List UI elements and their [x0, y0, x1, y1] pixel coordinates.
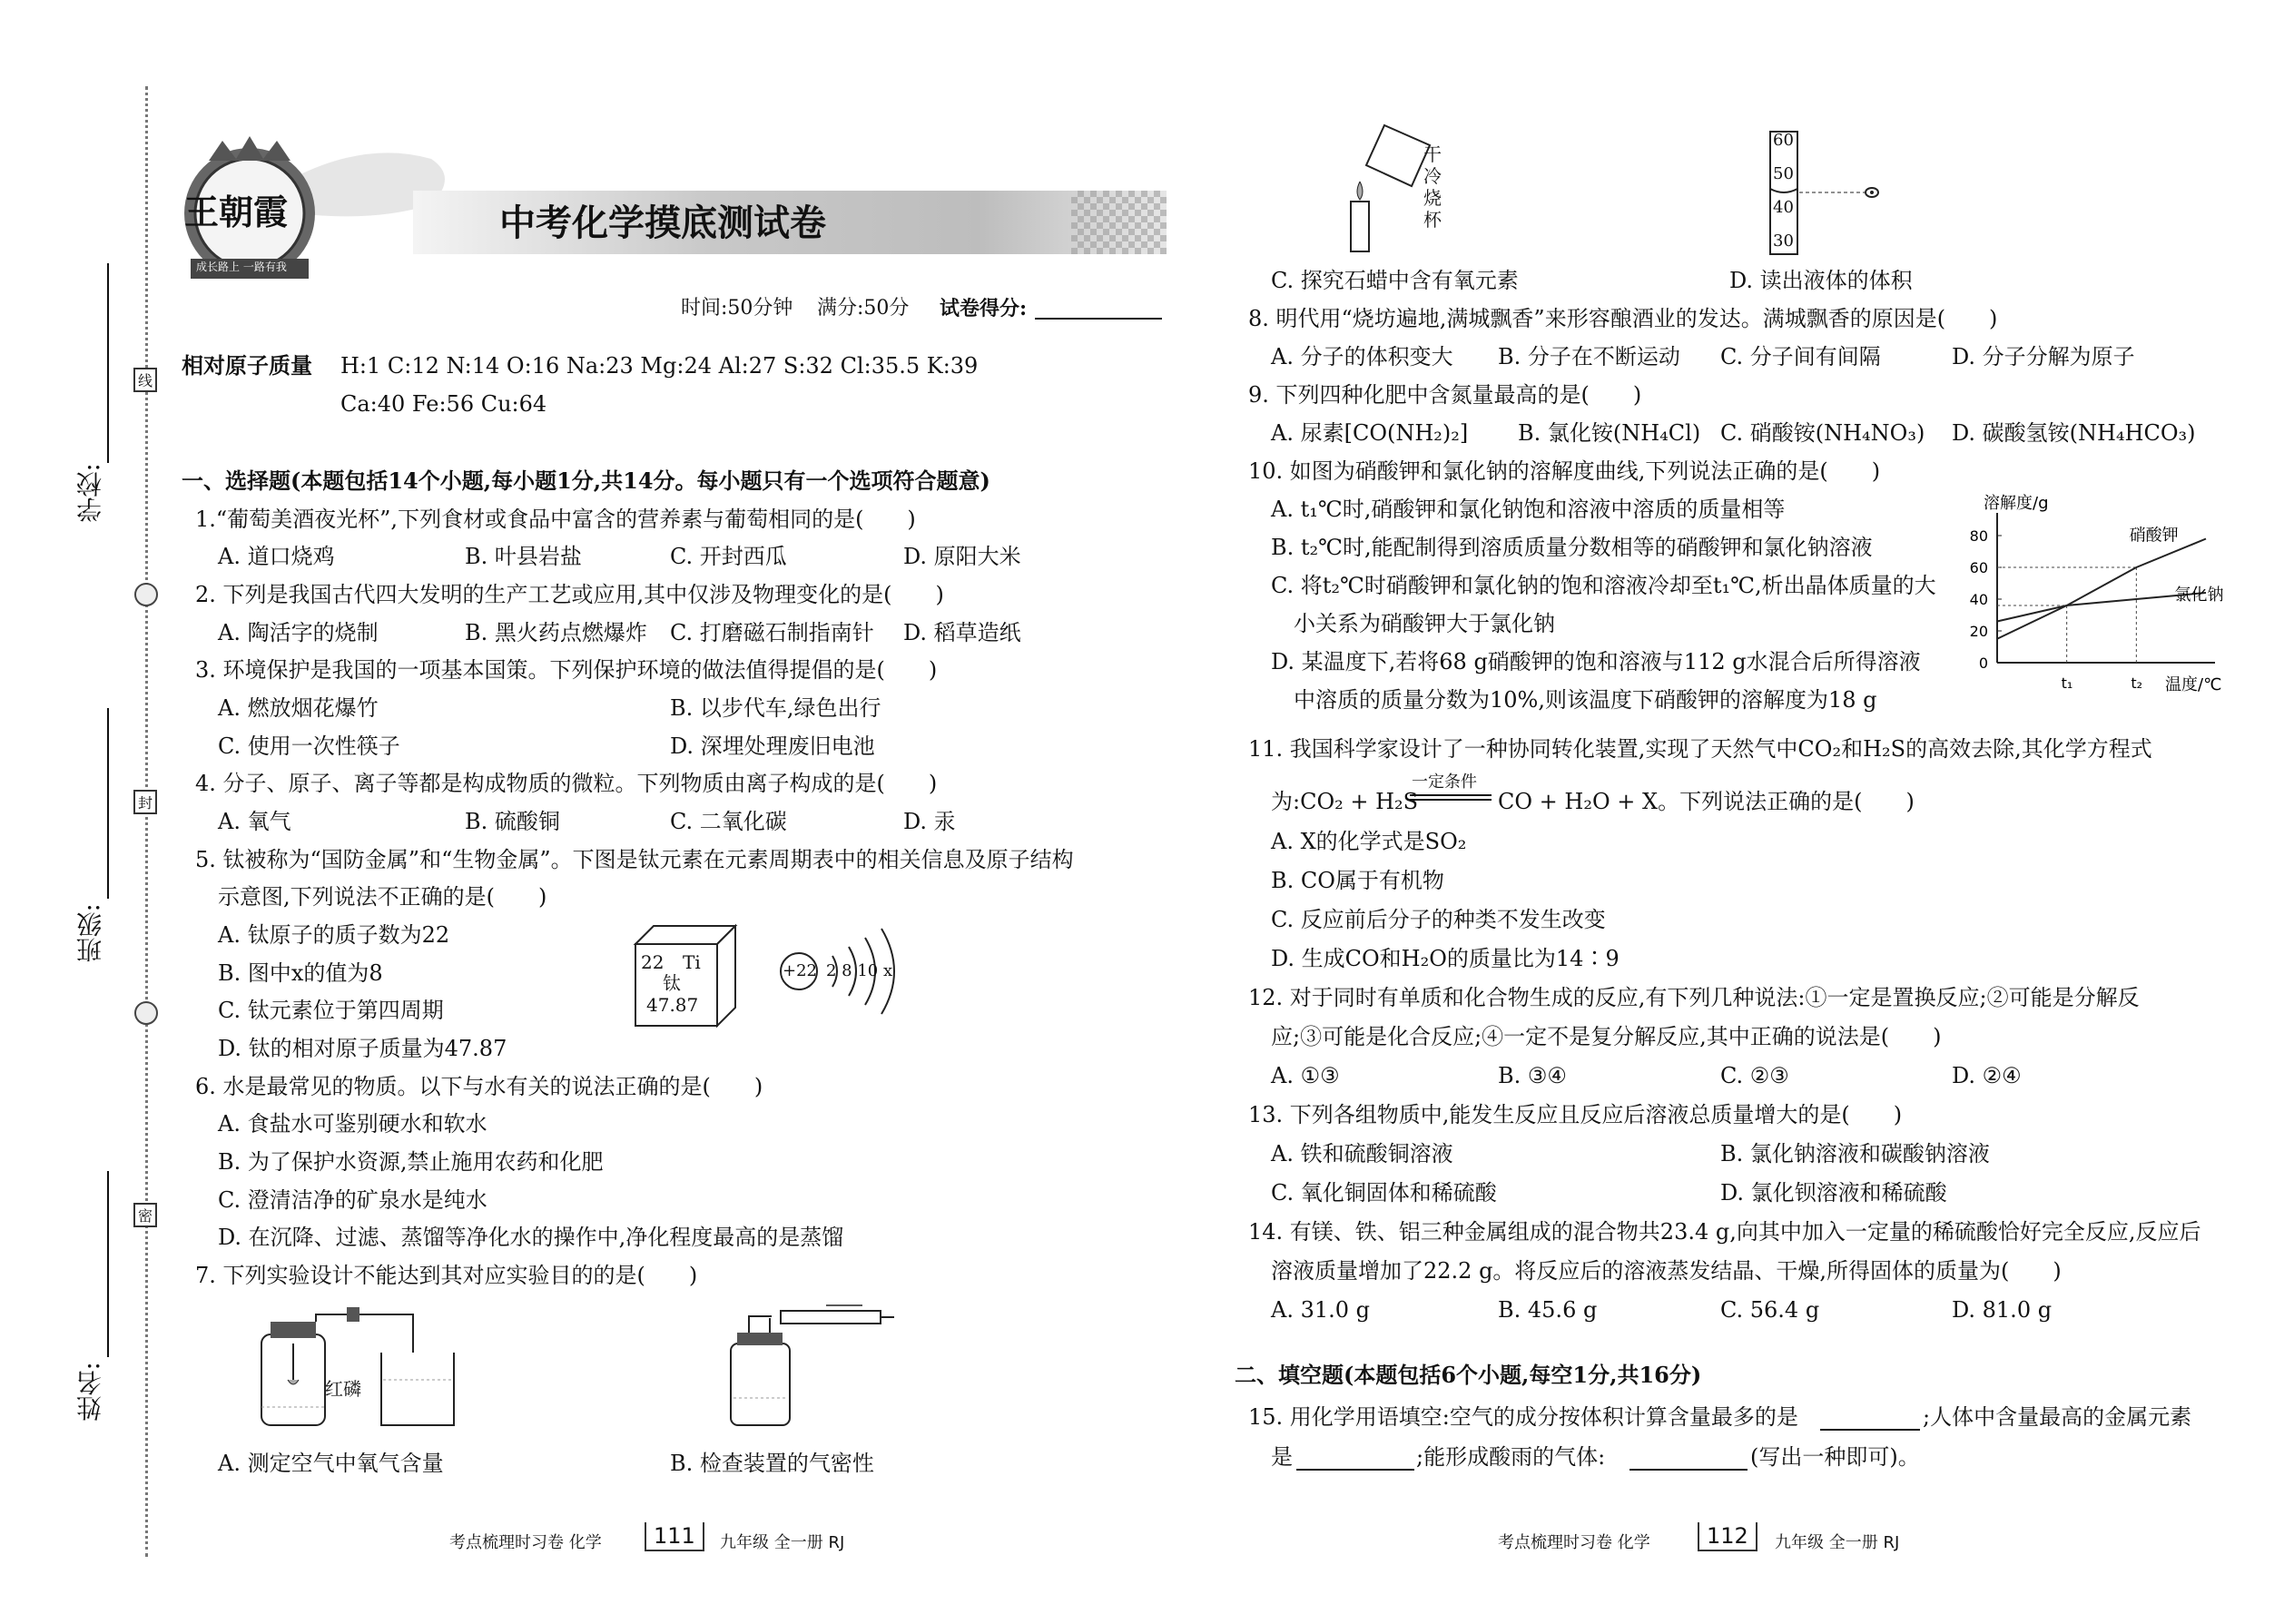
x-tick-label: t₁	[2061, 674, 2073, 692]
q13-option-b: B. 氯化钠溶液和碳酸钠溶液	[1720, 1141, 1990, 1166]
q12-stem-1: 12. 对于同时有单质和化合物生成的反应,有下列几种说法:①一定是置换反应;②可能是分解反	[1248, 985, 2140, 1010]
q6-option-b: B. 为了保护水资源,禁止施用农药和化肥	[218, 1149, 604, 1175]
page-title: 中考化学摸底测试卷	[499, 202, 826, 244]
q12-stem-2: 应;③可能是化合反应;④一定不是复分解反应,其中正确的说法是( )	[1271, 1024, 1942, 1049]
atomic-mass-label: 相对原子质量	[182, 352, 312, 379]
q13-option-c: C. 氧化铜固体和稀硫酸	[1271, 1180, 1497, 1206]
q11-option-d: D. 生成CO和H₂O的质量比为14∶9	[1271, 946, 1620, 971]
ti-nucleus-charge: +22	[783, 961, 817, 980]
q11-option-b: B. CO属于有机物	[1271, 868, 1444, 893]
school-label: 学校:	[75, 463, 105, 523]
q14-option-d: D. 81.0 g	[1952, 1297, 2053, 1323]
y-tick-label: 40	[1969, 591, 1988, 608]
x-axis-label: 温度/℃	[2165, 675, 2222, 694]
q10-option-b: B. t₂℃时,能配制得到溶质质量分数相等的硝酸钾和氯化钠溶液	[1271, 535, 1873, 560]
q11-condition: 一定条件	[1412, 773, 1477, 792]
y-tick-label: 0	[1978, 655, 1988, 672]
q15-stem-4: ;能形成酸雨的气体:	[1416, 1444, 1606, 1470]
q11-stem-1: 11. 我国科学家设计了一种协同转化装置,实现了天然气中CO₂和H₂S的高效去除,其化学方程式	[1248, 736, 2152, 762]
binding-mark-sealed: 密	[133, 1203, 157, 1227]
atomic-mass-line-2: Ca:40 Fe:56 Cu:64	[340, 391, 547, 417]
q9-option-b: B. 氯化铵(NH₄Cl)	[1518, 420, 1701, 446]
q6-stem: 6. 水是最常见的物质。以下与水有关的说法正确的是( )	[195, 1074, 763, 1099]
q15-blank-3[interactable]	[1629, 1469, 1748, 1471]
class-blank	[107, 708, 109, 899]
q14-option-b: B. 45.6 g	[1498, 1297, 1598, 1323]
q12-option-b: B. ③④	[1498, 1063, 1567, 1088]
y-tick-label: 80	[1969, 527, 1988, 545]
q3-option-c: C. 使用一次性筷子	[218, 733, 400, 759]
q4-option-a: A. 氧气	[218, 809, 291, 834]
cylinder-tick-50: 50	[1773, 164, 1794, 183]
red-phosphorus-label: 红磷	[325, 1378, 361, 1400]
q11-equation-bar-top	[1410, 794, 1492, 796]
q14-stem-1: 14. 有镁、铁、铝三种金属组成的混合物共23.4 g,向其中加入一定量的稀硫酸恰好完全反应,反应后	[1248, 1219, 2201, 1245]
q9-option-a: A. 尿素[CO(NH₂)₂]	[1271, 420, 1469, 446]
solubility-chart	[1952, 494, 2224, 699]
q2-stem: 2. 下列是我国古代四大发明的生产工艺或应用,其中仅涉及物理变化的是( )	[195, 582, 944, 607]
x-tick-label: t₂	[2131, 674, 2143, 692]
name-blank	[107, 1171, 109, 1357]
q10-option-a: A. t₁℃时,硝酸钾和氯化钠饱和溶液中溶质的质量相等	[1271, 497, 1786, 522]
cylinder-tick-30: 30	[1773, 231, 1794, 251]
q12-option-d: D. ②④	[1952, 1063, 2022, 1088]
q1-option-d: D. 原阳大米	[903, 544, 1021, 569]
school-blank	[107, 263, 109, 463]
q11-stem-2-end: CO + H₂O + X。下列说法正确的是( )	[1498, 789, 1915, 814]
score-label: 试卷得分:	[940, 297, 1028, 320]
q1-stem: 1.“葡萄美酒夜光杯”,下列食材或食品中富含的营养素与葡萄相同的是( )	[195, 507, 916, 532]
q4-option-c: C. 二氧化碳	[670, 809, 787, 834]
q8-option-c: C. 分子间有间隔	[1720, 344, 1881, 369]
class-label: 班级:	[75, 903, 105, 963]
footer-left-page-number: 111	[645, 1522, 704, 1551]
q7-option-b: B. 检查装置的气密性	[670, 1451, 874, 1476]
ti-name: 钛	[663, 972, 681, 994]
q3-option-a: A. 燃放烟花爆竹	[218, 695, 379, 721]
q8-option-d: D. 分子分解为原子	[1952, 344, 2135, 369]
q1-option-c: C. 开封西瓜	[670, 544, 787, 569]
q8-option-a: A. 分子的体积变大	[1271, 344, 1453, 369]
q7-option-a: A. 测定空气中氧气含量	[218, 1451, 444, 1476]
section-2-heading: 二、填空题(本题包括6个小题,每空1分,共16分)	[1235, 1362, 1702, 1388]
q7-figure-b-apparatus	[717, 1307, 899, 1434]
q1-option-a: A. 道口烧鸡	[218, 544, 335, 569]
q11-option-a: A. X的化学式是SO₂	[1271, 829, 1467, 854]
q3-option-d: D. 深埋处理废旧电池	[670, 733, 875, 759]
q1-option-b: B. 叶县岩盐	[465, 544, 582, 569]
q13-option-a: A. 铁和硫酸铜溶液	[1271, 1141, 1453, 1166]
q15-stem-3: 是	[1271, 1444, 1293, 1470]
q10-option-d-2: 中溶质的质量分数为10%,则该温度下硝酸钾的溶解度为18 g	[1294, 687, 1877, 713]
q9-option-c: C. 硝酸铵(NH₄NO₃)	[1720, 420, 1925, 446]
section-1-heading: 一、选择题(本题包括14个小题,每小题1分,共14分。每小题只有一个选项符合题意)	[182, 468, 990, 494]
cold-beaker-label: 干冷烧杯	[1423, 143, 1442, 231]
atomic-mass-line-1: H:1 C:12 N:14 O:16 Na:23 Mg:24 Al:27 S:32 Cl:35.5 K:39	[340, 353, 979, 379]
q3-stem: 3. 环境保护是我国的一项基本国策。下列保护环境的做法值得提倡的是( )	[195, 657, 938, 683]
q14-stem-2: 溶液质量增加了22.2 g。将反应后的溶液蒸发结晶、干燥,所得固体的质量为( )	[1271, 1258, 2062, 1284]
footer-right-page-number: 112	[1698, 1522, 1757, 1551]
full-score: 满分:50分	[817, 297, 910, 320]
q13-option-d: D. 氯化钡溶液和稀硫酸	[1720, 1180, 1947, 1206]
q2-option-d: D. 稻草造纸	[903, 620, 1021, 645]
binding-mark-seal: 封	[133, 790, 157, 814]
name-label: 姓名:	[75, 1362, 105, 1422]
y-tick-label: 60	[1969, 559, 1988, 576]
q6-option-c: C. 澄清洁净的矿泉水是纯水	[218, 1187, 487, 1213]
q5-stem-1: 5. 钛被称为“国防金属”和“生物金属”。下图是钛元素在元素周期表中的相关信息及原子结构	[195, 847, 1074, 872]
ti-mass: 47.87	[646, 994, 699, 1016]
q13-stem: 13. 下列各组物质中,能发生反应且反应后溶液总质量增大的是( )	[1248, 1102, 1903, 1127]
q14-option-a: A. 31.0 g	[1271, 1297, 1371, 1323]
title-pattern	[1071, 191, 1167, 254]
q15-stem-1: 15. 用化学用语填空:空气的成分按体积计算含量最多的是	[1248, 1404, 1798, 1430]
q6-option-d: D. 在沉降、过滤、蒸馏等净化水的操作中,净化程度最高的是蒸馏	[218, 1225, 844, 1250]
ti-atomic-number: 22	[641, 951, 665, 973]
q7-figure-a-apparatus	[245, 1307, 481, 1434]
q2-option-c: C. 打磨磁石制指南针	[670, 620, 874, 645]
score-blank[interactable]	[1035, 318, 1162, 320]
q10-option-c-1: C. 将t₂℃时硝酸钾和氯化钠的饱和溶液冷却至t₁℃,析出晶体质量的大	[1271, 573, 1936, 598]
ti-electron-shells: 2 8 10 x	[826, 961, 893, 980]
q2-option-b: B. 黑火药点燃爆炸	[465, 620, 647, 645]
footer-left-grade: 九年级 全一册 RJ	[720, 1533, 845, 1552]
q15-stem-5: (写出一种即可)。	[1750, 1444, 1920, 1470]
footer-right-grade: 九年级 全一册 RJ	[1775, 1533, 1900, 1552]
q10-stem: 10. 如图为硝酸钾和氯化钠的溶解度曲线,下列说法正确的是( )	[1248, 458, 1881, 484]
q4-option-d: D. 汞	[903, 809, 956, 834]
q3-option-b: B. 以步代车,绿色出行	[670, 695, 881, 721]
q5-stem-2: 示意图,下列说法不正确的是( )	[218, 884, 547, 910]
ti-symbol: Ti	[683, 951, 701, 973]
footer-right-book: 考点梳理时习卷 化学	[1498, 1533, 1650, 1552]
q11-stem-2-start: 为:CO₂ + H₂S	[1271, 789, 1419, 814]
y-axis-label: 溶解度/g	[1984, 494, 2049, 513]
q6-option-a: A. 食盐水可鉴别硬水和软水	[218, 1111, 487, 1137]
q5-option-d: D. 钛的相对原子质量为47.87	[218, 1036, 507, 1061]
cylinder-tick-40: 40	[1773, 198, 1794, 217]
q8-stem: 8. 明代用“烧坊遍地,满城飘香”来形容酿酒业的发达。满城飘香的原因是( )	[1248, 306, 1998, 331]
series-label-nacl: 氯化钠	[2174, 586, 2224, 605]
q8-option-b: B. 分子在不断运动	[1498, 344, 1680, 369]
q10-option-d-1: D. 某温度下,若将68 g硝酸钾的饱和溶液与112 g水混合后所得溶液	[1271, 649, 1921, 674]
exam-time: 时间:50分钟	[681, 297, 793, 320]
q15-blank-1[interactable]	[1820, 1429, 1920, 1431]
q4-stem: 4. 分子、原子、离子等都是构成物质的微粒。下列物质由离子构成的是( )	[195, 771, 938, 796]
binding-hole-2	[134, 1001, 158, 1025]
q11-option-c: C. 反应前后分子的种类不发生改变	[1271, 907, 1606, 932]
q7-stem: 7. 下列实验设计不能达到其对应实验目的的是( )	[195, 1263, 698, 1288]
q9-stem: 9. 下列四种化肥中含氮量最高的是( )	[1248, 382, 1642, 408]
q11-equation-bar-bottom	[1410, 799, 1492, 801]
q7-option-d: D. 读出液体的体积	[1729, 268, 1913, 293]
series-label-kno3: 硝酸钾	[2129, 526, 2179, 546]
q14-option-c: C. 56.4 g	[1720, 1297, 1820, 1323]
binding-dotted-line	[145, 86, 148, 1557]
q12-option-c: C. ②③	[1720, 1063, 1789, 1088]
y-tick-label: 20	[1969, 623, 1988, 640]
q7-option-c: C. 探究石蜡中含有氧元素	[1271, 268, 1519, 293]
q5-option-b: B. 图中x的值为8	[218, 960, 383, 986]
q9-option-d: D. 碳酸氢铵(NH₄HCO₃)	[1952, 420, 2196, 446]
logo-text: 王朝霞	[184, 192, 289, 232]
q10-option-c-2: 小关系为硝酸钾大于氯化钠	[1294, 611, 1555, 636]
q15-stem-2: ;人体中含量最高的金属元素	[1923, 1404, 2192, 1430]
q2-option-a: A. 陶活字的烧制	[218, 620, 379, 645]
q5-option-c: C. 钛元素位于第四周期	[218, 998, 444, 1023]
q12-option-a: A. ①③	[1271, 1063, 1340, 1088]
footer-left-book: 考点梳理时习卷 化学	[449, 1533, 602, 1552]
q4-option-b: B. 硫酸铜	[465, 809, 560, 834]
q5-option-a: A. 钛原子的质子数为22	[218, 922, 450, 948]
q15-blank-2[interactable]	[1296, 1469, 1414, 1471]
binding-hole-1	[134, 583, 158, 606]
logo-ribbon-text: 成长路上 一路有我	[196, 261, 287, 273]
cylinder-tick-60: 60	[1773, 131, 1794, 150]
binding-mark-line: 线	[133, 368, 157, 392]
